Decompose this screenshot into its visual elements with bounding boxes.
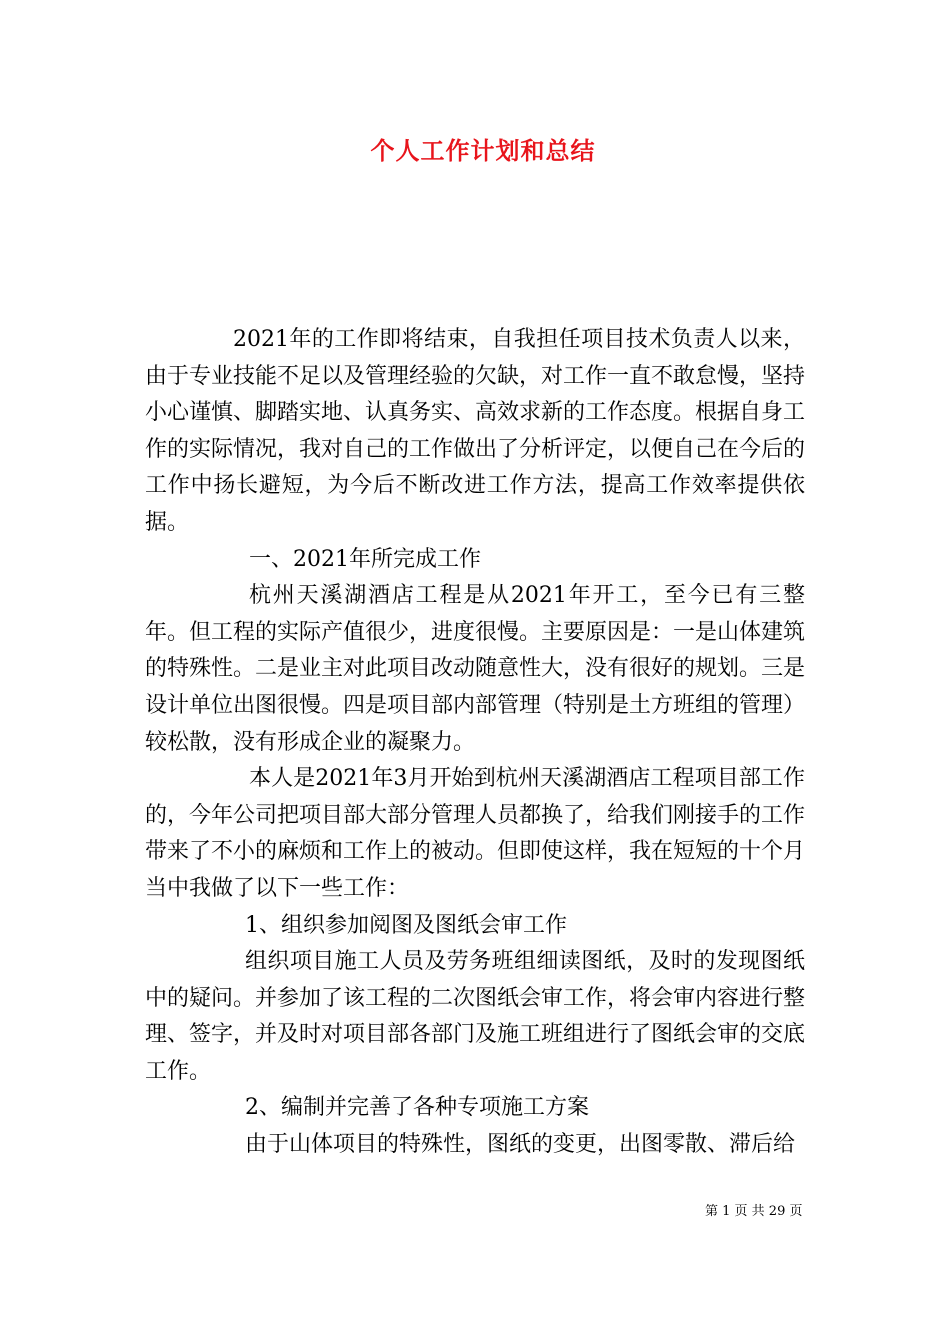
section1-paragraph-1: 杭州天溪湖酒店工程是从2021年开工，至今已有三整年。但工程的实际产值很少，进度很慢。主要原因是：一是山体建筑的特殊性。二是业主对此项目改动随意性大，没有很好的规划。三是设计单位出图很慢。四是项目部内部管理（特别是土方班组的管理）较松散，没有形成企业的凝聚力。 [145, 583, 806, 755]
intro-paragraph: 2021年的工作即将结束，自我担任项目技术负责人以来，由于专业技能不足以及管理经验的欠缺，对工作一直不敢怠慢，坚持小心谨慎、脚踏实地、认真务实、高效求新的工作态度。根据自身工作的实际情况，我对自己的工作做出了分析评定，以便自己在今后的工作中扬长避短，为今后不断改进工作方法，提高工作效率提供依据。 [145, 327, 806, 535]
item-heading-1: 1、组织参加阅图及图纸会审工作 [245, 912, 567, 938]
item-heading-2: 2、编制并完善了各种专项施工方案 [245, 1095, 589, 1121]
item1-paragraph: 组织项目施工人员及劳务班组细读图纸，及时的发现图纸中的疑问。并参加了该工程的二次图纸会审工作，将会审内容进行整理、签字，并及时对项目部各部门及施工班组进行了图纸会审的交底工作。 [145, 949, 806, 1084]
document-title: 个人工作计划和总结 [370, 137, 596, 165]
section1-paragraph-2: 本人是2021年3月开始到杭州天溪湖酒店工程项目部工作的，今年公司把项目部大部分管理人员都换了，给我们刚接手的工作带来了不小的麻烦和工作上的被动。但即使这样，我在短短的十个月当中我做了以下一些工作： [145, 766, 806, 901]
section-heading-1: 一、2021年所完成工作 [249, 546, 481, 572]
document-body [145, 322, 805, 1164]
page-number-footer: 第 1 页 共 29 页 [705, 1204, 803, 1219]
item2-paragraph: 由于山体项目的特殊性，图纸的变更，出图零散、滞后给 [245, 1132, 796, 1158]
